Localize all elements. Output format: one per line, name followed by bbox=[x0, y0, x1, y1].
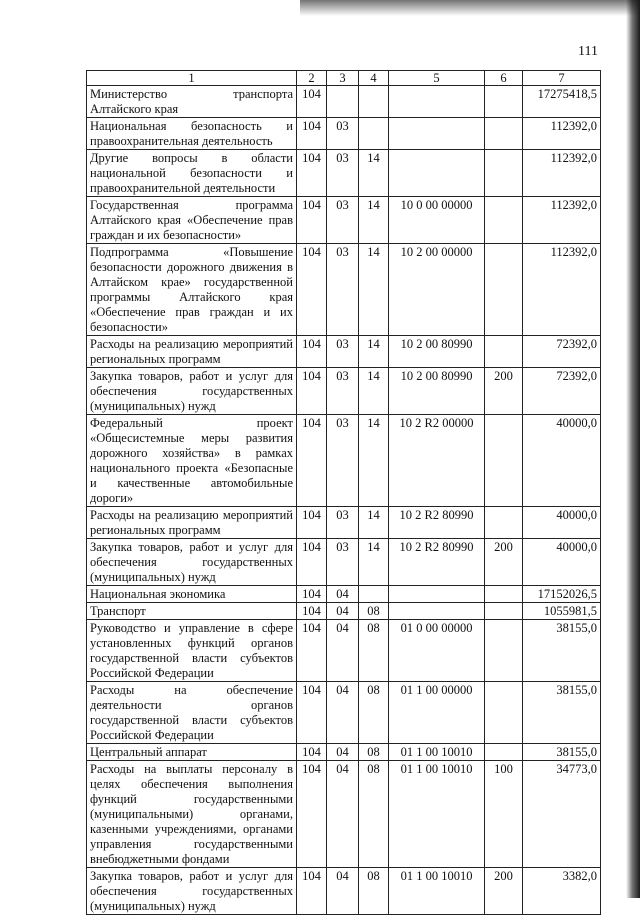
cell-name: Подпрограмма «Повышение безопасности дорожного движения в Алтайском крае» государственной программы Алтайского края «Обеспечение прав граждан и их безопасности» bbox=[87, 244, 297, 336]
cell-code bbox=[485, 744, 523, 761]
cell-name: Федеральный проект «Общесистемные меры развития дорожного хозяйства» в рамках национального проекта «Безопасные и качественные автомобильные дороги» bbox=[87, 415, 297, 507]
cell-code bbox=[389, 118, 485, 150]
cell-code bbox=[389, 603, 485, 620]
column-header: 1 bbox=[87, 71, 297, 86]
cell-name: Расходы на обеспечение деятельности органов государственной власти субъектов Российской Федерации bbox=[87, 682, 297, 744]
cell-amount: 17152026,5 bbox=[523, 586, 601, 603]
table-row bbox=[87, 586, 601, 603]
cell-code: 03 bbox=[327, 539, 359, 586]
cell-code: 104 bbox=[297, 868, 327, 915]
table-row bbox=[87, 150, 601, 197]
cell-code: 14 bbox=[359, 368, 389, 415]
cell-code: 08 bbox=[359, 620, 389, 682]
cell-code: 03 bbox=[327, 150, 359, 197]
cell-code: 10 2 00 00000 bbox=[389, 244, 485, 336]
cell-code bbox=[359, 118, 389, 150]
cell-code bbox=[485, 415, 523, 507]
table-row bbox=[87, 368, 601, 415]
cell-code bbox=[327, 86, 359, 118]
table-row bbox=[87, 507, 601, 539]
cell-code bbox=[389, 86, 485, 118]
cell-name: Национальная экономика bbox=[87, 586, 297, 603]
table-row bbox=[87, 620, 601, 682]
cell-code: 04 bbox=[327, 620, 359, 682]
cell-code: 08 bbox=[359, 682, 389, 744]
cell-code: 10 0 00 00000 bbox=[389, 197, 485, 244]
cell-code: 04 bbox=[327, 744, 359, 761]
cell-code: 03 bbox=[327, 197, 359, 244]
cell-code: 104 bbox=[297, 603, 327, 620]
budget-table bbox=[86, 70, 601, 915]
cell-code bbox=[485, 336, 523, 368]
cell-code: 14 bbox=[359, 507, 389, 539]
cell-code: 104 bbox=[297, 761, 327, 868]
cell-code: 104 bbox=[297, 744, 327, 761]
cell-amount: 38155,0 bbox=[523, 620, 601, 682]
cell-code bbox=[485, 150, 523, 197]
cell-code: 03 bbox=[327, 336, 359, 368]
cell-name: Министерство транспорта Алтайского края bbox=[87, 86, 297, 118]
cell-code: 01 1 00 00000 bbox=[389, 682, 485, 744]
cell-code: 03 bbox=[327, 415, 359, 507]
cell-name: Другие вопросы в области национальной безопасности и правоохранительной деятельности bbox=[87, 150, 297, 197]
cell-code: 10 2 00 80990 bbox=[389, 368, 485, 415]
cell-amount: 38155,0 bbox=[523, 744, 601, 761]
cell-amount: 112392,0 bbox=[523, 244, 601, 336]
column-header: 4 bbox=[359, 71, 389, 86]
cell-code: 104 bbox=[297, 415, 327, 507]
cell-amount: 40000,0 bbox=[523, 539, 601, 586]
cell-code bbox=[359, 586, 389, 603]
cell-code: 200 bbox=[485, 368, 523, 415]
cell-name: Закупка товаров, работ и услуг для обеспечения государственных (муниципальных) нужд bbox=[87, 868, 297, 915]
table-row bbox=[87, 682, 601, 744]
page-number: 111 bbox=[578, 44, 598, 59]
cell-amount: 40000,0 bbox=[523, 507, 601, 539]
table-row bbox=[87, 415, 601, 507]
table-row bbox=[87, 244, 601, 336]
cell-code: 200 bbox=[485, 868, 523, 915]
cell-name: Транспорт bbox=[87, 603, 297, 620]
cell-name: Национальная безопасность и правоохранительная деятельность bbox=[87, 118, 297, 150]
table-row bbox=[87, 603, 601, 620]
cell-code: 104 bbox=[297, 118, 327, 150]
cell-code bbox=[485, 197, 523, 244]
cell-code: 03 bbox=[327, 118, 359, 150]
cell-amount: 34773,0 bbox=[523, 761, 601, 868]
cell-code: 01 1 00 10010 bbox=[389, 761, 485, 868]
column-header: 7 bbox=[523, 71, 601, 86]
cell-code: 01 1 00 10010 bbox=[389, 868, 485, 915]
cell-code bbox=[485, 507, 523, 539]
cell-code bbox=[485, 586, 523, 603]
cell-code bbox=[485, 86, 523, 118]
table-row bbox=[87, 539, 601, 586]
cell-code: 03 bbox=[327, 368, 359, 415]
cell-name: Государственная программа Алтайского края «Обеспечение прав граждан и их безопасности» bbox=[87, 197, 297, 244]
cell-code: 14 bbox=[359, 197, 389, 244]
cell-code bbox=[389, 150, 485, 197]
cell-code bbox=[485, 244, 523, 336]
cell-code bbox=[485, 682, 523, 744]
column-header: 3 bbox=[327, 71, 359, 86]
cell-amount: 112392,0 bbox=[523, 197, 601, 244]
cell-code: 08 bbox=[359, 603, 389, 620]
cell-code: 104 bbox=[297, 507, 327, 539]
cell-code: 04 bbox=[327, 586, 359, 603]
table-row bbox=[87, 868, 601, 915]
cell-code: 04 bbox=[327, 682, 359, 744]
cell-amount: 17275418,5 bbox=[523, 86, 601, 118]
table-body bbox=[87, 71, 601, 915]
cell-code: 03 bbox=[327, 507, 359, 539]
cell-amount: 112392,0 bbox=[523, 150, 601, 197]
cell-amount: 40000,0 bbox=[523, 415, 601, 507]
cell-code bbox=[359, 86, 389, 118]
column-header: 2 bbox=[297, 71, 327, 86]
table-row bbox=[87, 197, 601, 244]
cell-code: 104 bbox=[297, 336, 327, 368]
cell-code: 104 bbox=[297, 86, 327, 118]
cell-code: 200 bbox=[485, 539, 523, 586]
cell-code: 104 bbox=[297, 682, 327, 744]
cell-code: 10 2 R2 80990 bbox=[389, 507, 485, 539]
cell-code: 14 bbox=[359, 244, 389, 336]
cell-code: 100 bbox=[485, 761, 523, 868]
cell-amount: 112392,0 bbox=[523, 118, 601, 150]
table-header-row bbox=[87, 71, 601, 86]
cell-code: 14 bbox=[359, 336, 389, 368]
cell-name: Закупка товаров, работ и услуг для обеспечения государственных (муниципальных) нужд bbox=[87, 368, 297, 415]
cell-code: 14 bbox=[359, 415, 389, 507]
column-header: 6 bbox=[485, 71, 523, 86]
cell-name: Расходы на реализацию мероприятий региональных программ bbox=[87, 336, 297, 368]
cell-code: 104 bbox=[297, 197, 327, 244]
cell-code: 08 bbox=[359, 761, 389, 868]
column-header: 5 bbox=[389, 71, 485, 86]
cell-name: Руководство и управление в сфере установленных функций органов государственной власти субъектов Российской Федерации bbox=[87, 620, 297, 682]
cell-code: 08 bbox=[359, 744, 389, 761]
cell-amount: 3382,0 bbox=[523, 868, 601, 915]
cell-code: 104 bbox=[297, 150, 327, 197]
cell-amount: 72392,0 bbox=[523, 336, 601, 368]
cell-code: 03 bbox=[327, 244, 359, 336]
cell-code: 04 bbox=[327, 761, 359, 868]
cell-code bbox=[389, 586, 485, 603]
scan-shadow-top bbox=[300, 0, 640, 16]
cell-code: 104 bbox=[297, 586, 327, 603]
table-row bbox=[87, 744, 601, 761]
cell-code: 10 2 00 80990 bbox=[389, 336, 485, 368]
cell-amount: 38155,0 bbox=[523, 682, 601, 744]
cell-code: 104 bbox=[297, 539, 327, 586]
scan-shadow-edge bbox=[626, 0, 640, 898]
cell-code bbox=[485, 603, 523, 620]
cell-code: 14 bbox=[359, 150, 389, 197]
cell-code: 14 bbox=[359, 539, 389, 586]
cell-code: 10 2 R2 00000 bbox=[389, 415, 485, 507]
cell-code: 01 1 00 10010 bbox=[389, 744, 485, 761]
table-row bbox=[87, 761, 601, 868]
cell-amount: 1055981,5 bbox=[523, 603, 601, 620]
cell-code bbox=[485, 620, 523, 682]
cell-code: 10 2 R2 80990 bbox=[389, 539, 485, 586]
cell-code: 01 0 00 00000 bbox=[389, 620, 485, 682]
table-row bbox=[87, 336, 601, 368]
cell-code: 104 bbox=[297, 368, 327, 415]
cell-code: 104 bbox=[297, 244, 327, 336]
cell-name: Закупка товаров, работ и услуг для обеспечения государственных (муниципальных) нужд bbox=[87, 539, 297, 586]
cell-code: 04 bbox=[327, 603, 359, 620]
cell-amount: 72392,0 bbox=[523, 368, 601, 415]
cell-name: Расходы на выплаты персоналу в целях обеспечения выполнения функций государственными (муниципальными) органами, казенными учреждениями, органами управления государственными внебюджетными фондами bbox=[87, 761, 297, 868]
table-row bbox=[87, 86, 601, 118]
cell-code bbox=[485, 118, 523, 150]
cell-name: Расходы на реализацию мероприятий региональных программ bbox=[87, 507, 297, 539]
table-row bbox=[87, 118, 601, 150]
cell-name: Центральный аппарат bbox=[87, 744, 297, 761]
cell-code: 104 bbox=[297, 620, 327, 682]
cell-code: 04 bbox=[327, 868, 359, 915]
cell-code: 08 bbox=[359, 868, 389, 915]
